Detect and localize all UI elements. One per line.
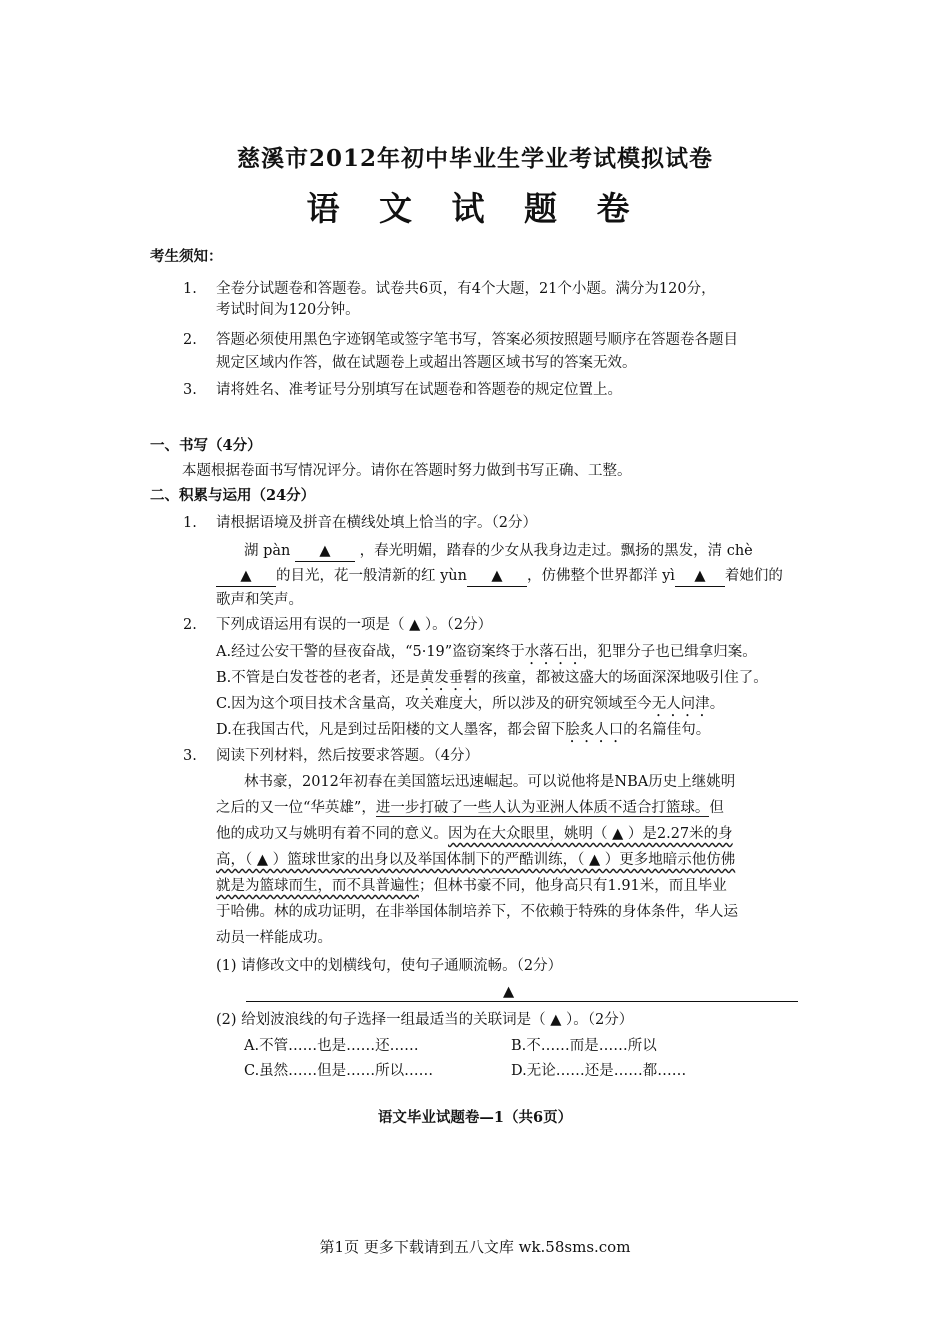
q3-wavy-2: 高，（ ▲ ）篮球世家的出身以及举国体制下的严酷训练，（ ▲ ）更多地暗示他仿佛 xyxy=(216,852,736,868)
q2-b-post: 的孩童，都被这盛大的场面深深地吸引住了。 xyxy=(477,670,768,686)
notice-item-2-num: 2. xyxy=(183,332,197,348)
q2-c-idiom: 无人问津 xyxy=(651,696,710,712)
q2-b-idiom: 黄发垂髫 xyxy=(419,670,478,686)
q3-option-d: D.无论……还是……都…… xyxy=(511,1063,687,1079)
q3-underlined-sentence: 进一步打破了一些人认为亚洲人体质不适合打篮球。 xyxy=(375,800,710,816)
q3-para-line6: 于哈佛。林的成功证明，在非举国体制培养下，不依赖于特殊的身体条件，华人运 xyxy=(216,904,738,920)
q1-blank-1: ▲ xyxy=(295,541,355,562)
q3-para-line7: 动员一样能成功。 xyxy=(216,930,332,946)
q1-line1-b: ，春光明媚，踏春的少女从我身边走过。飘扬的黑发，清 chè xyxy=(359,543,753,559)
q3-p2c: 但 xyxy=(709,800,724,816)
q1-line1-a: 湖 pàn xyxy=(244,543,291,559)
q2-option-b xyxy=(216,668,768,694)
section1-body: 本题根据卷面书写情况评分。请你在答题时努力做到书写正确、工整。 xyxy=(182,463,632,479)
q2-stem: 下列成语运用有误的一项是（ ▲ ）。（2分） xyxy=(216,617,493,633)
q2-d-idiom: 脍炙人口 xyxy=(565,722,624,738)
q2-option-d xyxy=(216,720,710,746)
q3-para-line2 xyxy=(216,798,724,818)
q2-num: 2. xyxy=(183,617,197,633)
q1-num: 1. xyxy=(183,515,197,531)
q3-para-line1: 林书豪，2012年初春在美国篮坛迅速崛起。可以说他将是NBA历史上继姚明 xyxy=(244,774,736,790)
q1-line2-b: ，仿佛整个世界都洋 yì xyxy=(526,568,675,584)
q1-line2-c: 着她们的 xyxy=(724,568,783,584)
page-footer: 语文毕业试题卷—1（共6页） xyxy=(377,1109,573,1126)
q3-wavy-1: 因为在大众眼里，姚明（ ▲ ）是2.27米的身 xyxy=(448,826,733,842)
q2-d-pre: D.在我国古代，凡是到过岳阳楼的文人墨客，都会留下 xyxy=(216,722,566,738)
notice-item-1-num: 1. xyxy=(183,281,197,297)
q3-stem: 阅读下列材料，然后按要求答题。（4分） xyxy=(216,748,479,764)
q2-d-post: 的名篇佳句。 xyxy=(623,722,711,738)
q1-line2-a: 的目光，花一般清新的红 yùn xyxy=(276,568,467,584)
notice-item-3-num: 3. xyxy=(183,382,197,398)
q1-blank-3: ▲ xyxy=(467,566,527,587)
q3-sub2: (2) 给划波浪线的句子选择一组最适当的关联词是（ ▲ ）。（2分） xyxy=(216,1012,634,1028)
q3-wavy-3: 就是为篮球而生，而不具普遍性 xyxy=(216,878,419,894)
exam-subtitle: 语 文 试 题 卷 xyxy=(306,189,644,228)
q2-c-post: 。 xyxy=(709,696,725,712)
notice-item-3-line1: 请将姓名、准考证号分别填写在试题卷和答题卷的规定位置上。 xyxy=(216,382,622,398)
q2-c-pre: C.因为这个项目技术含量高，攻关难度大，所以涉及的研究领域至今 xyxy=(216,696,652,712)
q1-blank-4: ▲ xyxy=(675,566,725,587)
exam-title: 慈溪市2012年初中毕业生学业考试模拟试卷 xyxy=(236,145,713,172)
q3-sub1-answer-mark: ▲ xyxy=(503,984,515,1000)
q3-option-c: C.虽然……但是……所以…… xyxy=(244,1063,434,1079)
notice-item-2-line1: 答题必须使用黑色字迹钢笔或签字笔书写，答案必须按照题号顺序在答题卷各题目 xyxy=(216,332,738,348)
q3-para-line4 xyxy=(216,850,735,870)
q1-line1 xyxy=(244,541,753,562)
q2-option-a xyxy=(216,642,757,668)
site-footer: 第1页 更多下载请到五八文库 wk.58sms.com xyxy=(319,1238,631,1256)
q3-option-a: A.不管……也是……还…… xyxy=(244,1038,419,1054)
q3-p2a: 之后的又一位“华英雄”， xyxy=(216,800,376,816)
q3-para-line3 xyxy=(216,824,733,844)
q2-option-c xyxy=(216,694,724,720)
q3-num: 3. xyxy=(183,748,197,764)
q1-blank-2: ▲ xyxy=(216,566,276,587)
q3-sub1-answer-line xyxy=(246,1001,798,1002)
q2-a-idiom: 水落石出 xyxy=(524,644,583,660)
q1-line2 xyxy=(216,566,783,587)
notice-heading: 考生须知： xyxy=(150,248,223,265)
q1-line3: 歌声和笑声。 xyxy=(216,592,303,608)
q1-stem: 请根据语境及拼音在横线处填上恰当的字。（2分） xyxy=(216,515,537,531)
q3-sub1: (1) 请修改文中的划横线句，使句子通顺流畅。（2分） xyxy=(216,958,563,974)
q3-para-line5 xyxy=(216,876,727,896)
q3-p3a: 他的成功又与姚明有着不同的意义。 xyxy=(216,826,448,842)
section1-heading: 一、书写（4分） xyxy=(150,437,262,454)
section2-heading: 二、积累与运用（24分） xyxy=(150,487,316,504)
q3-p5b: ；但林书豪不同，他身高只有1.91米，而且毕业 xyxy=(419,878,727,894)
q2-a-pre: A.经过公安干警的昼夜奋战，“5·19”盗窃案终于 xyxy=(216,644,525,660)
q2-b-pre: B.不管是白发苍苍的老者，还是 xyxy=(216,670,420,686)
notice-item-2-line2: 规定区域内作答，做在试题卷上或超出答题区域书写的答案无效。 xyxy=(216,355,637,371)
q2-a-post: ，犯罪分子也已缉拿归案。 xyxy=(582,644,757,660)
q3-option-b: B.不……而是……所以 xyxy=(511,1038,657,1054)
notice-item-1-line2: 考试时间为120分钟。 xyxy=(216,302,360,318)
notice-item-1-line1: 全卷分试题卷和答题卷。试卷共6页，有4个大题，21个小题。满分为120分， xyxy=(216,281,716,297)
